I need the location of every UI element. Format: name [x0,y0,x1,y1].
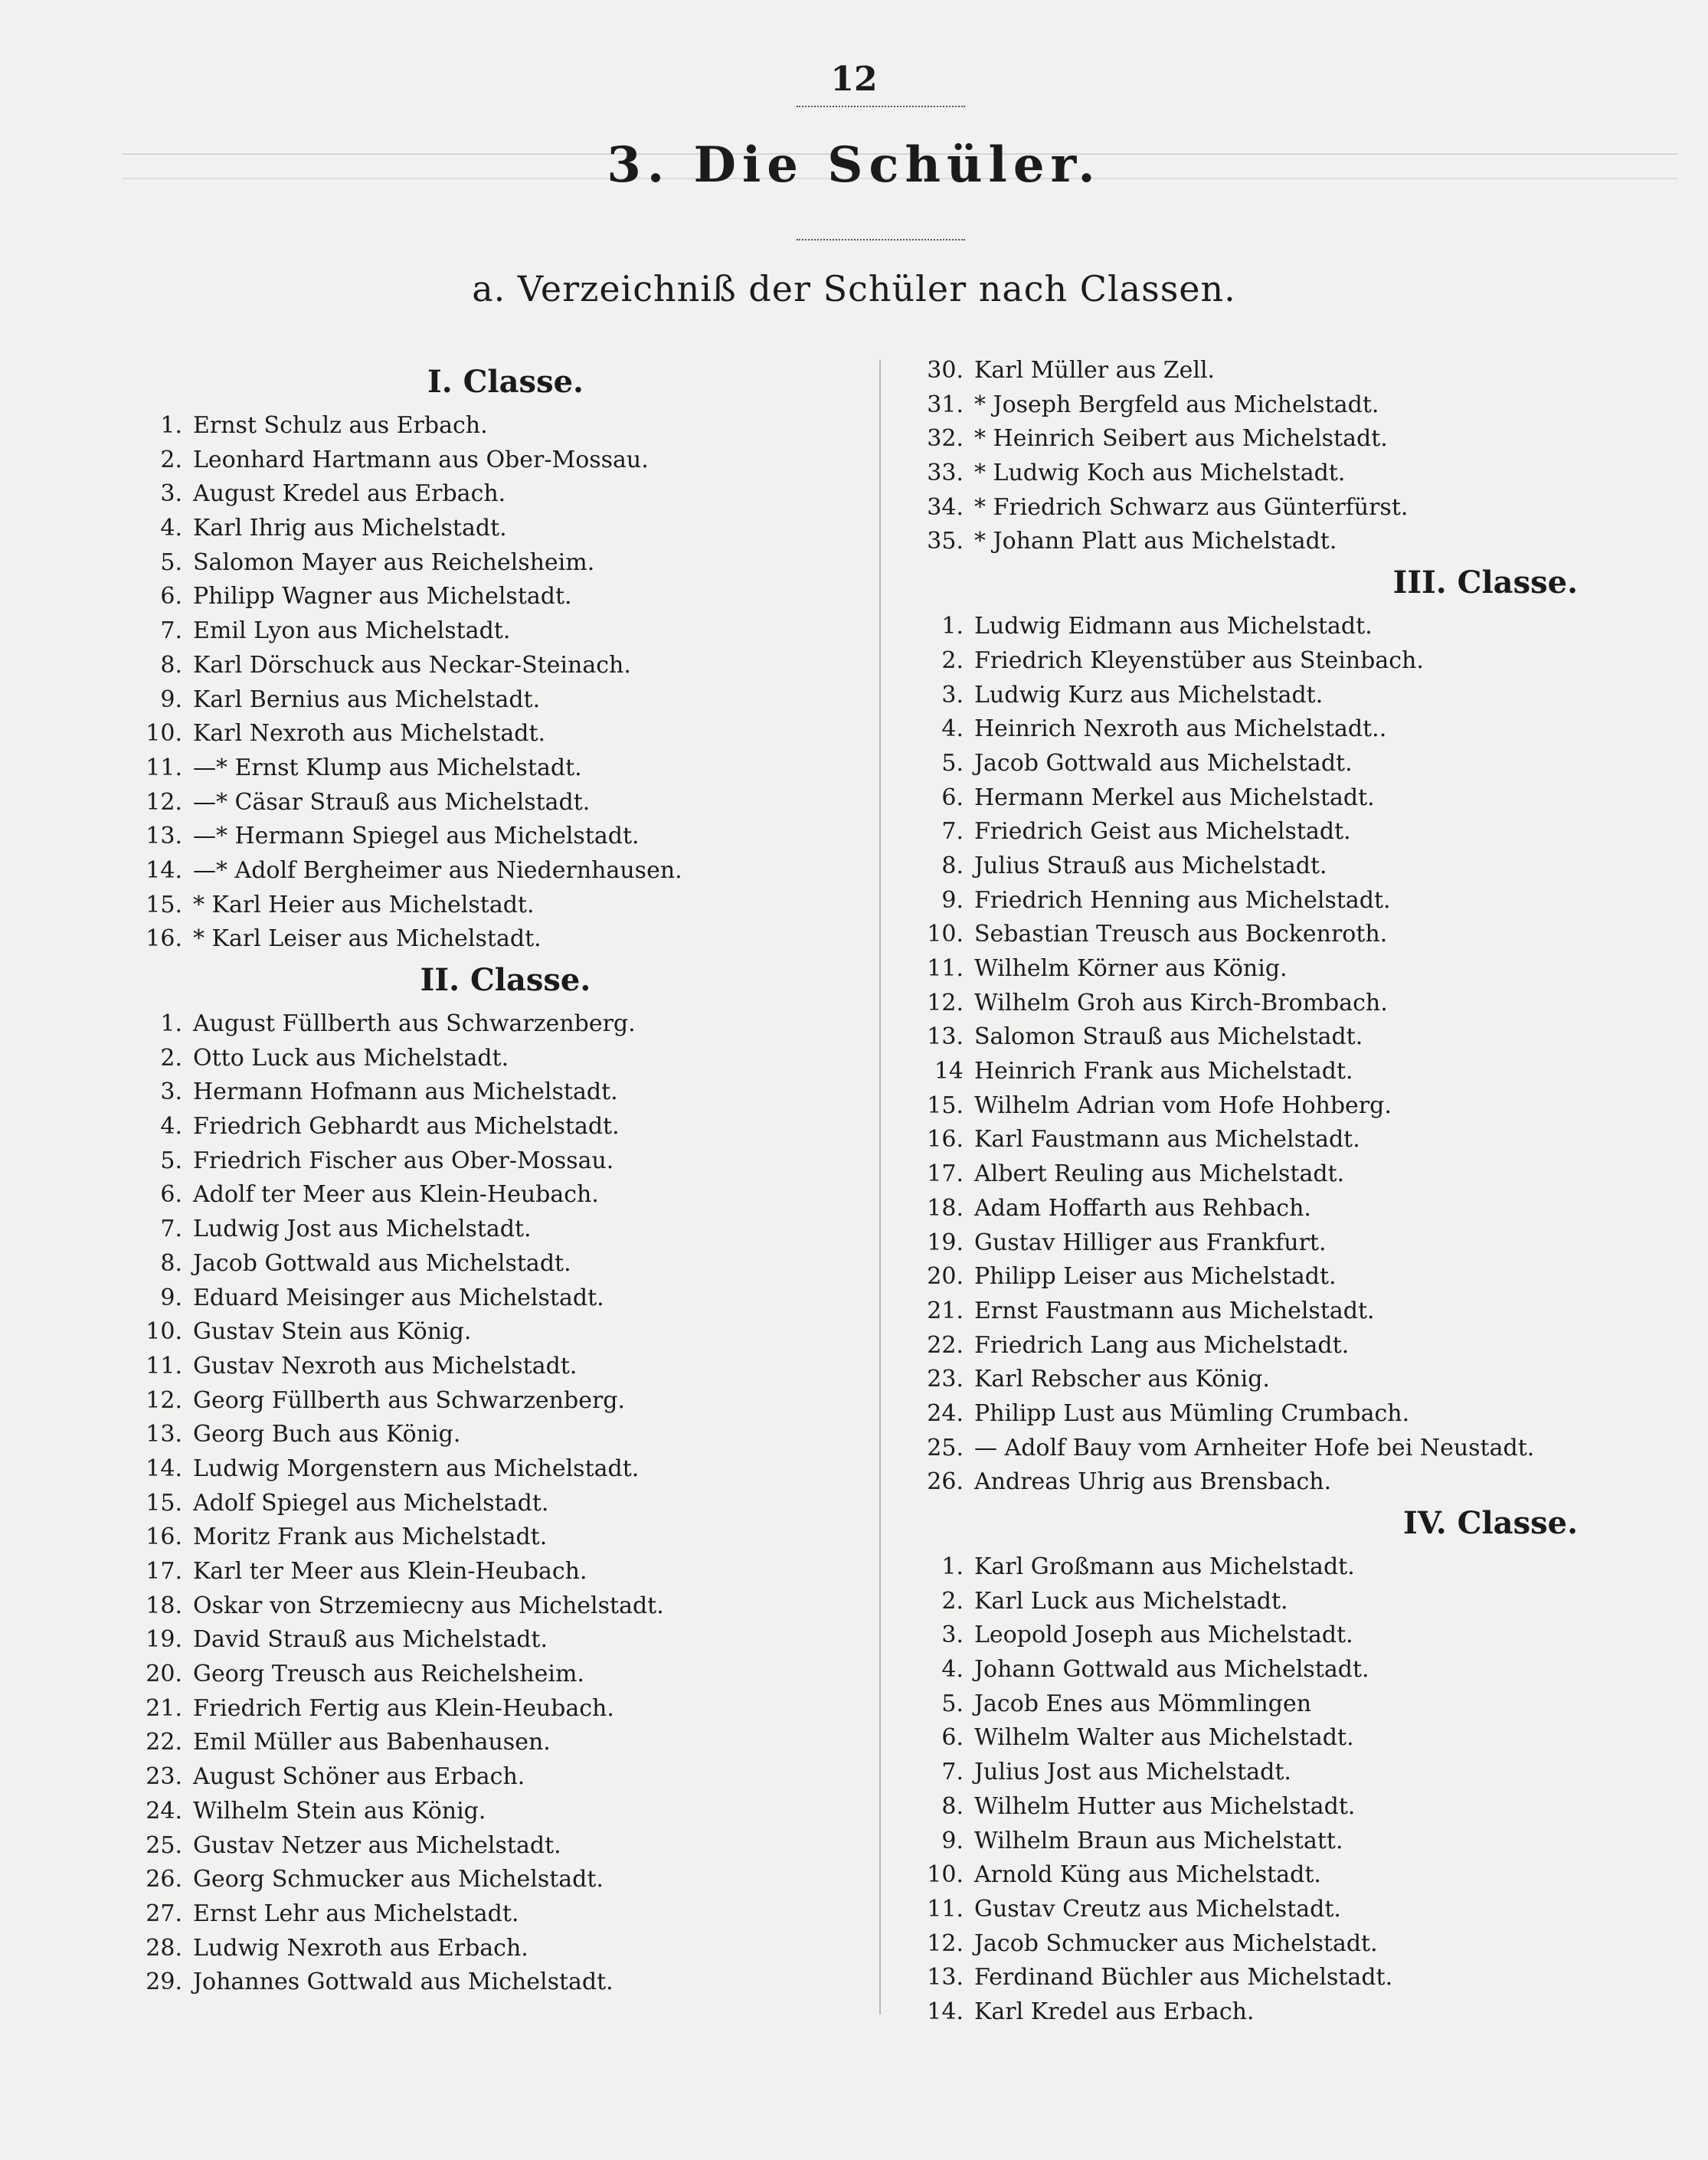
student-number: 3. [160,1078,182,1106]
student-entry [138,1110,873,1144]
student-number: 26. [146,1866,182,1893]
student-number: 24. [927,1399,964,1427]
student-number: 25. [927,1434,964,1461]
left-column [138,358,873,2000]
page-number: 12 [830,60,878,99]
student-entry [919,1927,1654,1962]
student-name: Moritz Frank aus Michelstadt. [193,1523,548,1551]
student-entry [138,614,873,649]
student-number: 11. [927,1895,964,1923]
student-name: Gustav Nexroth aus Michelstadt. [193,1352,578,1379]
student-entry [138,477,873,512]
student-name: Georg Füllberth aus Schwarzenberg. [193,1386,626,1414]
student-number: 13. [927,1964,964,1991]
student-name: Jacob Enes aus Mömmlingen [974,1690,1312,1717]
student-name: Leopold Joseph aus Michelstadt. [974,1622,1353,1649]
student-entry [919,1294,1654,1329]
student-number: 21. [146,1694,182,1722]
student-entry [919,849,1654,884]
student-name: Wilhelm Walter aus Michelstadt. [974,1724,1354,1752]
student-number: 11. [927,955,964,982]
student-number: 21. [927,1297,964,1324]
student-entry [919,644,1654,679]
student-number: 4. [941,1656,964,1684]
student-number: 12. [927,989,964,1016]
student-number: 6. [160,583,182,610]
student-entry [919,747,1654,781]
student-number: 14. [146,1455,182,1482]
student-number: 14 [934,1058,964,1085]
student-number: 9. [941,886,964,914]
student-number: 26. [927,1468,964,1496]
student-number: 13. [927,1023,964,1051]
student-number: 14. [146,856,182,884]
student-entry [919,1329,1654,1363]
student-number: 7. [160,617,182,645]
student-entry [138,1897,873,1932]
section-subtitle: a. Verzeichniß der Schüler nach Classen. [472,268,1236,309]
student-name: Wilhelm Adrian vom Hofe Hohberg. [974,1091,1392,1119]
student-number: 19. [927,1229,964,1256]
student-entry [138,889,873,923]
student-number: 20. [146,1661,182,1688]
student-entry [919,1893,1654,1927]
student-name: Friedrich Lang aus Michelstadt. [974,1331,1350,1359]
student-entry [138,1932,873,1966]
student-entry [919,1618,1654,1653]
student-number: 5. [160,1147,182,1174]
student-name: * Heinrich Seibert aus Michelstadt. [974,425,1388,453]
student-name: Georg Treusch aus Reichelsheim. [193,1661,584,1688]
student-number: 17. [146,1558,182,1585]
student-name: Ludwig Nexroth aus Erbach. [193,1934,528,1962]
student-name: Jacob Schmucker aus Michelstadt. [974,1929,1378,1957]
student-entry [138,580,873,614]
student-number: 11. [146,1352,182,1379]
student-name: Friedrich Fertig aus Klein-Heubach. [193,1694,614,1722]
student-entry [919,1756,1654,1790]
student-number: 29. [146,1969,182,1996]
student-number: 23. [927,1366,964,1393]
student-entry [919,525,1654,559]
class-heading: I. Classe. [427,364,584,400]
student-entry [138,1589,873,1624]
student-name: Heinrich Nexroth aus Michelstadt.. [974,715,1387,743]
student-name: Friedrich Henning aus Michelstadt. [974,886,1391,914]
student-entry [919,422,1654,457]
student-number: 11. [146,754,182,781]
student-name: Jacob Gottwald aus Michelstadt. [974,749,1353,777]
student-name: Friedrich Geist aus Michelstadt. [974,818,1351,846]
student-name: Oskar von Strzemiecny aus Michelstadt. [193,1592,664,1619]
student-name: David Strauß aus Michelstadt. [193,1626,548,1654]
student-name: Adam Hoffarth aus Rehbach. [974,1194,1311,1222]
student-number: 25. [146,1831,182,1859]
student-name: Karl Kredel aus Erbach. [974,1998,1255,2025]
student-name: Ferdinand Büchler aus Michelstadt. [974,1964,1393,1991]
student-number: 13. [146,1421,182,1448]
student-number: 5. [941,749,964,777]
student-name: Ludwig Morgenstern aus Michelstadt. [193,1455,640,1482]
class-heading: II. Classe. [420,962,591,998]
ornament-rule-bottom [797,239,965,241]
student-number: 9. [160,1284,182,1311]
student-entry [138,1350,873,1384]
student-name: Friedrich Kleyenstüber aus Steinbach. [974,646,1424,674]
student-entry [919,1192,1654,1226]
student-entry [138,1213,873,1247]
student-number: 15. [146,1489,182,1517]
student-name: Gustav Stein aus König. [193,1318,472,1346]
student-entry [919,1858,1654,1893]
student-entry [138,854,873,889]
student-entry [138,683,873,718]
student-number: 4. [941,715,964,743]
student-number: 4. [160,1113,182,1141]
student-name: Ludwig Kurz aus Michelstadt. [974,681,1324,709]
student-number: 3. [160,480,182,508]
student-number: 6. [941,784,964,811]
student-name: Jacob Gottwald aus Michelstadt. [193,1249,571,1277]
class-heading: IV. Classe. [1403,1505,1578,1541]
student-number: 8. [941,1792,964,1820]
student-name: Wilhelm Hutter aus Michelstadt. [974,1792,1356,1820]
student-name: Karl Rebscher aus König. [974,1366,1270,1393]
student-number: 10. [927,1861,964,1889]
student-name: —* Ernst Klump aus Michelstadt. [193,754,582,781]
column-divider [879,360,881,2014]
student-name: Adolf ter Meer aus Klein-Heubach. [193,1181,599,1209]
student-entry [138,409,873,443]
student-number: 7. [941,818,964,846]
student-number: 34. [927,493,964,521]
student-name: Ernst Schulz aus Erbach. [193,412,488,439]
student-number: 28. [146,1934,182,1962]
student-entry [138,1144,873,1179]
class-heading: III. Classe. [1392,565,1578,601]
student-number: 12. [927,1929,964,1957]
student-entry [919,918,1654,952]
student-entry [138,1247,873,1281]
student-number: 23. [146,1763,182,1791]
student-number: 14. [927,1998,964,2025]
student-name: Julius Strauß aus Michelstadt. [974,852,1327,879]
student-name: Georg Buch aus König. [193,1421,461,1448]
student-number: 17. [927,1160,964,1188]
student-number: 22. [146,1729,182,1756]
student-number: 9. [160,686,182,713]
student-number: 10. [146,720,182,748]
student-name: Leonhard Hartmann aus Ober-Mossau. [193,446,649,473]
student-name: August Kredel aus Erbach. [193,480,506,508]
student-number: 6. [160,1181,182,1209]
student-number: 13. [146,823,182,850]
student-entry [919,1260,1654,1294]
student-name: — Adolf Bauy vom Arnheiter Hofe bei Neustadt. [974,1434,1535,1461]
student-entry [919,815,1654,849]
student-name: Wilhelm Groh aus Kirch-Brombach. [974,989,1388,1016]
student-name: Gustav Creutz aus Michelstadt. [974,1895,1341,1923]
student-name: Karl Ihrig aus Michelstadt. [193,515,507,542]
student-name: Karl Bernius aus Michelstadt. [193,686,541,713]
student-name: —* Hermann Spiegel aus Michelstadt. [193,823,640,850]
student-entry [919,1363,1654,1397]
student-entry [919,1089,1654,1124]
student-entry [138,1418,873,1452]
student-name: Ludwig Eidmann aus Michelstadt. [974,613,1373,640]
student-name: * Joseph Bergfeld aus Michelstadt. [974,391,1379,418]
student-number: 3. [941,681,964,709]
right-column [919,354,1654,2030]
student-entry [919,1961,1654,1995]
student-number: 10. [146,1318,182,1346]
student-entry [919,1687,1654,1722]
student-entry [919,781,1654,816]
student-number: 30. [927,357,964,384]
student-entry [138,1829,873,1864]
student-number: 10. [927,921,964,948]
student-number: 8. [160,1249,182,1277]
student-entry [138,1658,873,1692]
student-entry [138,1384,873,1419]
student-entry [138,649,873,683]
student-name: Karl Müller aus Zell. [974,357,1216,384]
student-name: Wilhelm Braun aus Michelstatt. [974,1827,1343,1854]
student-entry [138,717,873,751]
student-entry [138,546,873,581]
student-number: 15. [146,891,182,918]
student-number: 2. [941,1587,964,1615]
student-entry [138,1760,873,1795]
student-name: Adolf Spiegel aus Michelstadt. [193,1489,549,1517]
student-number: 32. [927,425,964,453]
student-entry [919,354,1654,388]
student-entry [138,1692,873,1726]
student-number: 19. [146,1626,182,1654]
student-name: Eduard Meisinger aus Michelstadt. [193,1284,604,1311]
student-entry [919,987,1654,1021]
student-entry [138,922,873,957]
student-number: 5. [941,1690,964,1717]
student-name: Ernst Faustmann aus Michelstadt. [974,1297,1375,1324]
student-entry [919,952,1654,987]
student-number: 2. [160,1044,182,1072]
student-number: 3. [941,1622,964,1649]
student-entry [919,1585,1654,1619]
student-number: 9. [941,1827,964,1854]
student-number: 8. [941,852,964,879]
student-entry [919,1020,1654,1055]
student-entry [919,388,1654,423]
student-entry [138,1555,873,1589]
student-entry [919,1226,1654,1261]
student-name: Emil Lyon aus Michelstadt. [193,617,511,645]
student-name: Philipp Lust aus Mümling Crumbach. [974,1399,1410,1427]
student-name: August Füllberth aus Schwarzenberg. [193,1010,636,1037]
student-entry [138,1452,873,1487]
student-name: Karl Großmann aus Michelstadt. [974,1553,1355,1580]
student-name: * Johann Platt aus Michelstadt. [974,528,1337,555]
student-number: 7. [941,1759,964,1786]
section-title: 3. Die Schüler. [607,136,1101,194]
student-number: 22. [927,1331,964,1359]
student-number: 1. [941,613,964,640]
student-name: August Schöner aus Erbach. [193,1763,525,1791]
student-name: Karl Nexroth aus Michelstadt. [193,720,546,748]
student-number: 33. [927,460,964,487]
student-number: 2. [941,646,964,674]
student-name: Albert Reuling aus Michelstadt. [974,1160,1345,1188]
student-entry [138,1042,873,1076]
student-name: Friedrich Fischer aus Ober-Mossau. [193,1147,614,1174]
student-name: Philipp Leiser aus Michelstadt. [974,1263,1337,1291]
student-name: Wilhelm Stein aus König. [193,1797,486,1825]
student-entry [919,884,1654,918]
student-number: 1. [941,1553,964,1580]
student-entry [919,1432,1654,1466]
student-entry [919,1123,1654,1157]
student-name: Hermann Merkel aus Michelstadt. [974,784,1375,811]
student-number: 7. [160,1216,182,1243]
student-entry [919,679,1654,713]
student-entry [138,1965,873,2000]
student-name: Karl Luck aus Michelstadt. [974,1587,1288,1615]
student-number: 4. [160,515,182,542]
student-entry [138,1487,873,1521]
student-number: 2. [160,446,182,473]
student-number: 1. [160,1010,182,1037]
student-name: Ludwig Jost aus Michelstadt. [193,1216,532,1243]
student-name: Salomon Mayer aus Reichelsheim. [193,548,595,576]
student-entry [919,1397,1654,1432]
student-entry [138,1726,873,1760]
student-name: * Ludwig Koch aus Michelstadt. [974,460,1346,487]
student-name: Johann Gottwald aus Michelstadt. [974,1656,1369,1684]
student-name: Philipp Wagner aus Michelstadt. [193,583,572,610]
student-number: 18. [927,1194,964,1222]
student-number: 27. [146,1900,182,1927]
student-name: Otto Luck aus Michelstadt. [193,1044,509,1072]
student-number: 31. [927,391,964,418]
student-number: 8. [160,651,182,679]
student-number: 12. [146,1386,182,1414]
student-number: 1. [160,412,182,439]
student-name: Hermann Hofmann aus Michelstadt. [193,1078,618,1106]
student-entry [138,1178,873,1213]
student-entry [919,1055,1654,1089]
student-name: Andreas Uhrig aus Brensbach. [974,1468,1332,1496]
student-name: —* Adolf Bergheimer aus Niedernhausen. [193,856,682,884]
student-entry [138,1863,873,1897]
student-name: Julius Jost aus Michelstadt. [974,1759,1291,1786]
student-number: 24. [146,1797,182,1825]
student-number: 20. [927,1263,964,1291]
student-entry [138,1520,873,1555]
ornament-rule-top [797,106,965,107]
student-name: * Friedrich Schwarz aus Günterfürst. [974,493,1409,521]
student-number: 15. [927,1091,964,1119]
student-entry [138,1281,873,1316]
student-entry [919,1465,1654,1500]
student-entry [138,820,873,854]
student-number: 12. [146,788,182,816]
student-number: 18. [146,1592,182,1619]
student-number: 16. [146,1523,182,1551]
student-entry [919,1790,1654,1825]
student-entry [138,1623,873,1658]
student-name: —* Cäsar Strauß aus Michelstadt. [193,788,591,816]
student-name: Karl Faustmann aus Michelstadt. [974,1126,1360,1154]
student-entry [919,457,1654,491]
student-name: Karl ter Meer aus Klein-Heubach. [193,1558,587,1585]
student-name: Arnold Küng aus Michelstadt. [974,1861,1321,1889]
student-name: Johannes Gottwald aus Michelstadt. [193,1969,614,1996]
student-name: Gustav Netzer aus Michelstadt. [193,1831,561,1859]
student-name: Georg Schmucker aus Michelstadt. [193,1866,604,1893]
student-entry [138,1075,873,1110]
student-name: Sebastian Treusch aus Bockenroth. [974,921,1388,948]
student-name: Emil Müller aus Babenhausen. [193,1729,551,1756]
student-number: 16. [927,1126,964,1154]
student-number: 5. [160,548,182,576]
student-entry [919,1550,1654,1585]
student-entry [138,1795,873,1829]
student-entry [919,610,1654,644]
student-entry [919,1995,1654,2030]
student-entry [138,1007,873,1042]
student-entry [138,443,873,478]
student-entry [138,751,873,786]
student-entry [919,1653,1654,1687]
student-number: 6. [941,1724,964,1752]
student-name: * Karl Heier aus Michelstadt. [193,891,535,918]
student-entry [138,786,873,820]
student-number: 16. [146,925,182,953]
student-entry [919,712,1654,747]
student-entry [919,1825,1654,1859]
student-entry [138,512,873,546]
student-number: 35. [927,528,964,555]
student-entry [919,491,1654,525]
student-entry [919,1721,1654,1756]
student-name: Ernst Lehr aus Michelstadt. [193,1900,519,1927]
student-entry [919,1157,1654,1192]
student-name: Salomon Strauß aus Michelstadt. [974,1023,1363,1051]
student-name: Karl Dörschuck aus Neckar-Steinach. [193,651,631,679]
student-name: Wilhelm Körner aus König. [974,955,1288,982]
student-name: Friedrich Gebhardt aus Michelstadt. [193,1113,620,1141]
student-entry [138,1315,873,1350]
student-name: * Karl Leiser aus Michelstadt. [193,925,542,953]
student-name: Heinrich Frank aus Michelstadt. [974,1058,1353,1085]
student-name: Gustav Hilliger aus Frankfurt. [974,1229,1327,1256]
